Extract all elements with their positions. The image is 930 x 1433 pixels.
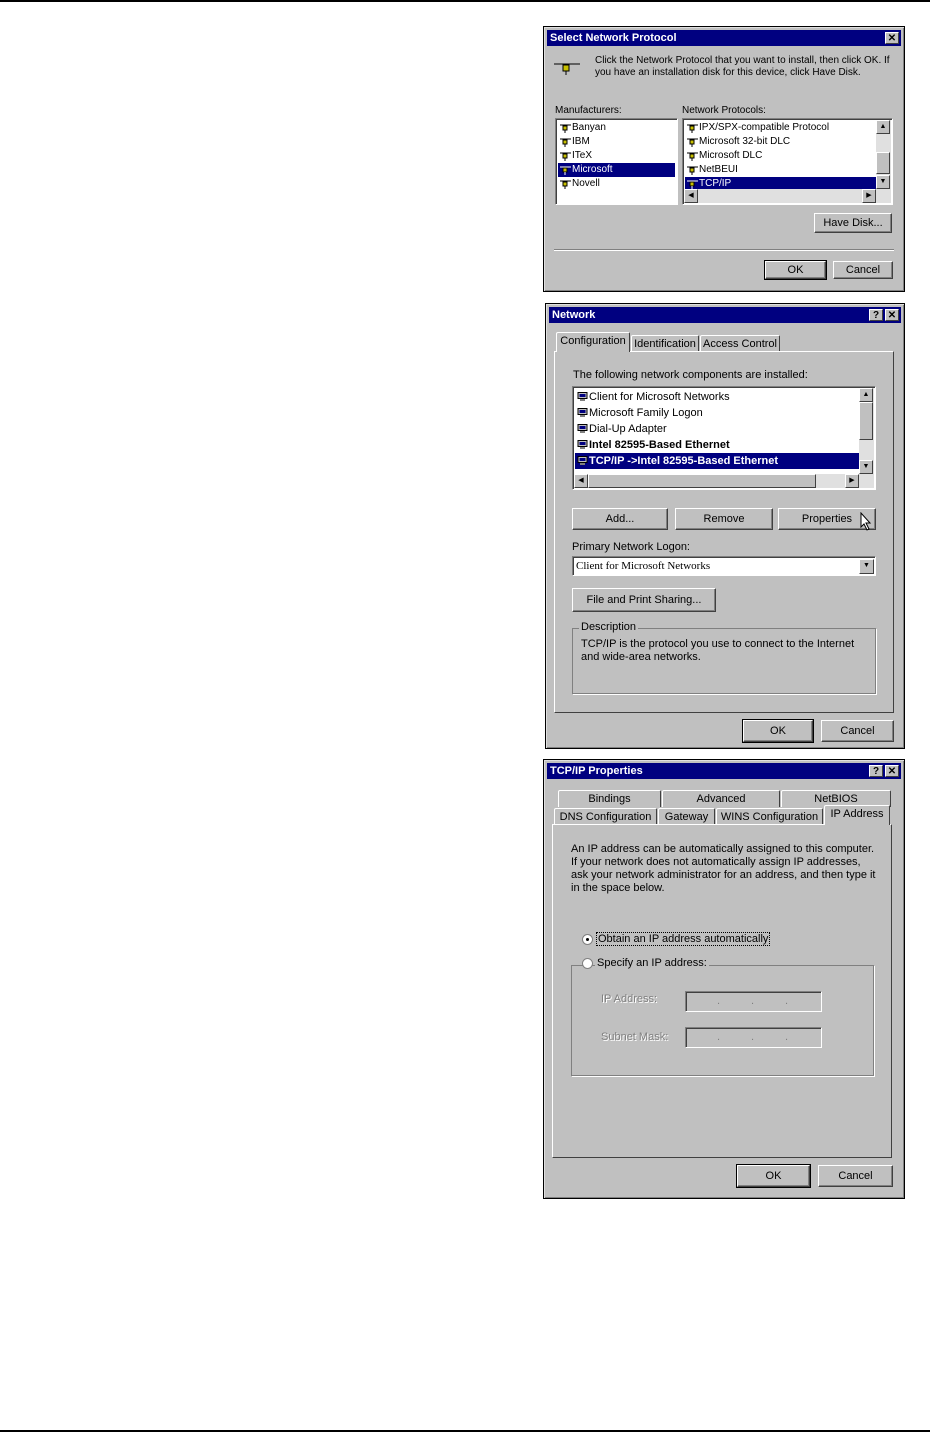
scroll-right-icon[interactable]: ▶: [845, 474, 859, 488]
tab-ip-address[interactable]: IP Address: [824, 805, 890, 825]
scroll-up-icon[interactable]: ▲: [859, 388, 873, 402]
ip-info-text: An IP address can be automatically assigned to this computer. If your network does not automatically assign IP addresses, ask your network administrator for an address, and then type it in the space below.: [571, 843, 876, 894]
specify-ip-radio[interactable]: [582, 958, 593, 969]
tab-wins-configuration[interactable]: WINS Configuration: [716, 808, 823, 825]
protocol-icon: [554, 59, 580, 75]
protocol-icon: [687, 165, 696, 174]
file-print-sharing-button[interactable]: File and Print Sharing...: [572, 588, 716, 612]
manufacturer-item[interactable]: [558, 163, 675, 177]
component-item[interactable]: [575, 405, 873, 421]
select-protocol-titlebar: [547, 30, 901, 46]
ip-address-field: [685, 991, 822, 1012]
components-label: The following network components are installed:: [573, 369, 808, 381]
tcpip-dialog: [543, 759, 905, 1199]
select-protocol-dialog: [543, 26, 905, 292]
specify-ip-group: [571, 965, 874, 1076]
bottom-rule: [0, 1430, 930, 1432]
manufacturers-list[interactable]: [555, 118, 678, 205]
description-title: Description: [581, 621, 637, 633]
cancel-button[interactable]: Cancel: [818, 1165, 893, 1187]
protocol-icon: [560, 123, 569, 132]
protocol-icon: [560, 179, 569, 188]
ip-dot: .: [785, 1031, 789, 1043]
manufacturer-item-label: Novell: [572, 178, 600, 189]
component-item[interactable]: [575, 437, 873, 453]
protocol-item-label: Microsoft 32-bit DLC: [699, 136, 791, 147]
protocol-icon: [687, 123, 696, 132]
specify-ip-label[interactable]: Specify an IP address:: [597, 957, 707, 969]
protocol-icon: [687, 151, 696, 160]
protocol-icon: [687, 137, 696, 146]
protocol-item[interactable]: [685, 163, 890, 177]
components-horizontal-scrollbar[interactable]: [574, 474, 874, 488]
component-item-label: Client for Microsoft Networks: [589, 391, 730, 403]
tcpip-titlebar: [547, 763, 901, 779]
network-dialog: [545, 303, 905, 749]
properties-button[interactable]: Properties: [778, 508, 876, 530]
ok-button[interactable]: OK: [765, 261, 826, 279]
protocol-item[interactable]: [685, 135, 890, 149]
computer-icon: [577, 424, 586, 433]
protocol-item-label: NetBEUI: [699, 164, 738, 175]
tab-advanced[interactable]: Advanced: [662, 790, 780, 807]
ok-button[interactable]: OK: [743, 720, 813, 742]
help-button[interactable]: ?: [869, 765, 883, 777]
ip-dot: .: [751, 995, 755, 1007]
scroll-thumb[interactable]: [876, 152, 890, 174]
tab-access-control[interactable]: Access Control: [700, 335, 780, 352]
select-protocol-title: Select Network Protocol: [550, 32, 677, 44]
cancel-button[interactable]: Cancel: [833, 261, 893, 279]
protocol-icon: [560, 137, 569, 146]
component-item[interactable]: [575, 453, 873, 469]
computer-icon: [577, 456, 586, 465]
tab-dns-configuration[interactable]: DNS Configuration: [554, 808, 657, 825]
h-scroll-thumb[interactable]: [588, 474, 816, 488]
primary-logon-label: Primary Network Logon:: [572, 541, 690, 553]
scroll-left-icon[interactable]: ◀: [574, 474, 588, 488]
chevron-down-icon[interactable]: ▼: [859, 559, 874, 574]
protocols-vertical-scrollbar[interactable]: [876, 120, 891, 189]
add-button[interactable]: Add...: [572, 508, 668, 530]
ip-dot: .: [751, 1031, 755, 1043]
component-item[interactable]: [575, 421, 873, 437]
manufacturer-item-label: ITeX: [572, 150, 593, 161]
manufacturer-item-label: Banyan: [572, 122, 606, 133]
manufacturer-item[interactable]: [558, 121, 675, 135]
protocol-icon: [560, 151, 569, 160]
mouse-cursor-icon: [860, 512, 872, 531]
component-item-label: Intel 82595-Based Ethernet: [589, 439, 730, 451]
scroll-down-icon[interactable]: ▼: [859, 460, 873, 474]
component-item-label: Microsoft Family Logon: [589, 407, 703, 419]
component-item-label: Dial-Up Adapter: [589, 423, 667, 435]
scroll-thumb[interactable]: [859, 402, 873, 440]
close-button[interactable]: ✕: [885, 309, 899, 321]
protocols-horizontal-scrollbar[interactable]: [684, 189, 891, 203]
protocol-item[interactable]: [685, 121, 890, 135]
protocols-list[interactable]: [682, 118, 893, 205]
description-group: [572, 621, 876, 694]
scroll-right-icon[interactable]: ▶: [862, 189, 876, 203]
have-disk-button[interactable]: Have Disk...: [814, 213, 892, 233]
tab-netbios[interactable]: NetBIOS: [781, 790, 891, 807]
select-protocol-separator: [554, 249, 894, 251]
manufacturer-item[interactable]: [558, 177, 675, 191]
tab-identification[interactable]: Identification: [631, 335, 699, 352]
protocol-icon: [560, 165, 569, 174]
tab-gateway[interactable]: Gateway: [658, 808, 715, 825]
computer-icon: [577, 392, 586, 401]
components-list[interactable]: [572, 386, 876, 490]
protocol-item-label: Microsoft DLC: [699, 150, 763, 161]
ip-dot: .: [717, 1031, 721, 1043]
protocol-item-label: IPX/SPX-compatible Protocol: [699, 122, 830, 133]
close-button[interactable]: ✕: [885, 32, 899, 44]
protocol-item-label: TCP/IP: [699, 178, 732, 189]
description-text: TCP/IP is the protocol you use to connect to the Internet and wide-area networks.: [581, 638, 855, 663]
manufacturers-label: Manufacturers:: [555, 105, 622, 116]
scroll-up-icon[interactable]: ▲: [876, 120, 890, 134]
tab-configuration[interactable]: Configuration: [556, 332, 630, 352]
scroll-left-icon[interactable]: ◀: [684, 189, 698, 203]
components-vertical-scrollbar[interactable]: [859, 388, 874, 474]
primary-logon-select[interactable]: [572, 556, 876, 576]
component-item[interactable]: [575, 389, 873, 405]
primary-logon-value: Client for Microsoft Networks: [576, 560, 711, 572]
remove-button[interactable]: Remove: [675, 508, 773, 530]
scroll-down-icon[interactable]: ▼: [876, 175, 890, 189]
ip-address-label: IP Address:: [601, 993, 658, 1005]
protocols-label: Network Protocols:: [682, 105, 766, 116]
component-item-label: TCP/IP ->Intel 82595-Based Ethernet: [589, 455, 779, 467]
ip-dot: .: [717, 995, 721, 1007]
cancel-button[interactable]: Cancel: [821, 720, 894, 742]
tab-bindings[interactable]: Bindings: [558, 790, 661, 807]
protocol-icon: [687, 179, 696, 188]
ip-dot: .: [785, 995, 789, 1007]
obtain-ip-label[interactable]: Obtain an IP address automatically: [598, 933, 769, 945]
close-button[interactable]: ✕: [885, 765, 899, 777]
help-button[interactable]: ?: [869, 309, 883, 321]
manufacturer-item[interactable]: [558, 149, 675, 163]
protocol-item[interactable]: [685, 149, 890, 163]
network-title: Network: [552, 309, 596, 321]
subnet-mask-field: [685, 1027, 822, 1048]
computer-icon: [577, 440, 586, 449]
tcpip-title: TCP/IP Properties: [550, 765, 643, 777]
manufacturer-item-label: Microsoft: [572, 164, 613, 175]
select-protocol-instructions: Click the Network Protocol that you want to install, then click OK. If you have an installation disk for this device, click Have Disk.: [595, 55, 890, 78]
computer-icon: [577, 408, 586, 417]
manufacturer-item-label: IBM: [572, 136, 590, 147]
obtain-ip-radio[interactable]: [582, 934, 593, 945]
subnet-mask-label: Subnet Mask:: [601, 1031, 669, 1043]
network-titlebar: [549, 307, 901, 323]
ok-button[interactable]: OK: [737, 1165, 810, 1187]
top-rule: [0, 0, 930, 2]
manufacturer-item[interactable]: [558, 135, 675, 149]
